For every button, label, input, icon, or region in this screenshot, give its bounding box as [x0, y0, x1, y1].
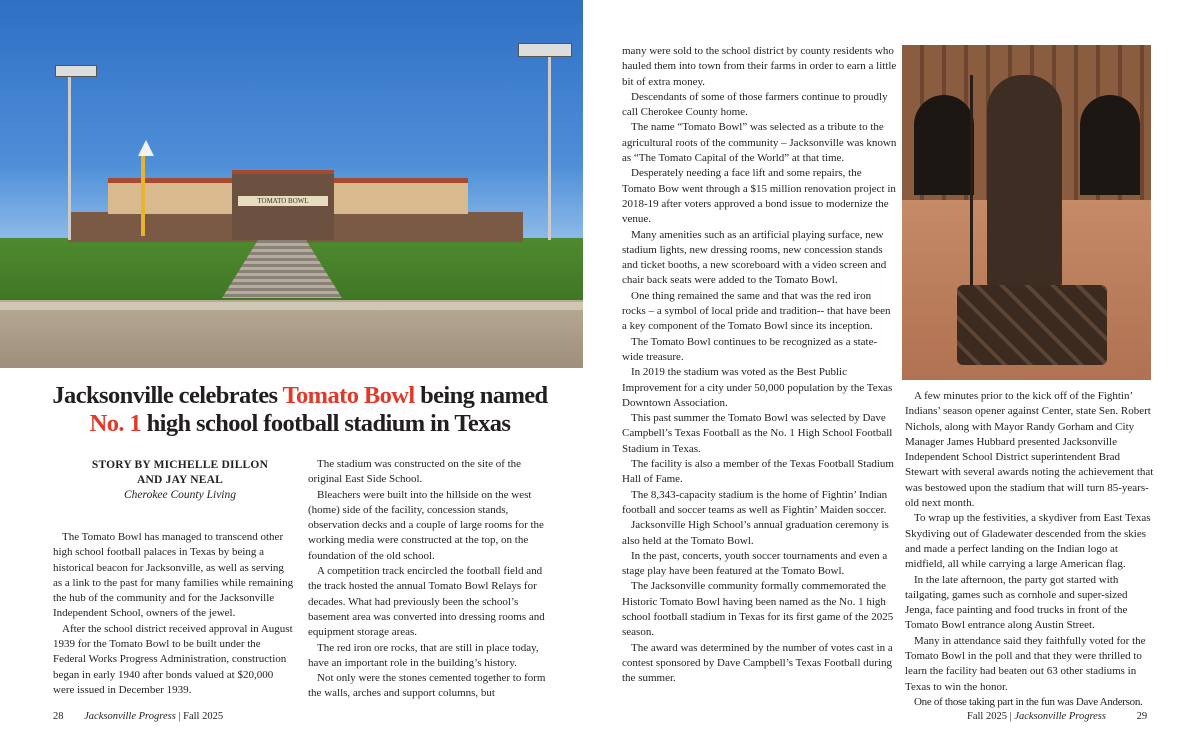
light-pole [548, 55, 551, 240]
statue [987, 75, 1062, 290]
tomato-bowl-stadium-photo [0, 0, 583, 368]
page-number: 29 [1136, 711, 1148, 722]
right-footer: Fall 2025 | Jacksonville Progress 29 [967, 711, 1148, 722]
tomato-bowl-sign: TOMATO BOWL [238, 196, 328, 206]
column-4: A few minutes prior to the kick off of the Fightin’ Indians’ season opener against Center, state Sen. Robert Nichols, along with Mayor Randy Gorham and City Manager James Hubbard presented Jacksonville Independent School District superintendent Brad Stewart with several awards noting the achievement that was bestowed upon the stadium that will turn 85-years-old next month. To wrap up the festivities, a skydiver from East Texas Skydiving out of Gladewater descended from the skies and made a perfect landing on the Indian logo at midfield, all while carrying a large American flag. In the late afternoon, the party got started with tailgating, games such as cornhole and super-sized Jenga, face painting and food trucks in front of the Tomato Bowl entrance along Austin Street. Many in attendance said they faithfully voted for the Tomato Bowl in the poll and that they were thrilled to learn the facility had beaten out 63 other stadiums in Texas to win the honor. One of those taking part in the fun was Dave Anderson. [905, 390, 1154, 708]
indian-statue-photo [902, 45, 1151, 380]
road [0, 300, 583, 368]
column-3: many were sold to the school district by county residents who hauled them into town from their farms in order to earn a little bit of extra money. Descendants of some of those farmers continue to proudly call Cherokee County home. The name “Tomato Bowl” was selected as a tribute to the agricultural roots of the community – Jacksonville was known as “The Tomato Capital of the World” at that time. Desperately needing a face lift and some repairs, the Tomato Bow went through a $15 million renovation project in 2018-19 after voters approved a bond issue to modernize the venue. Many amenities such as an artificial playing surface, new stadium lights, new dressing rooms, new concession stands and ticket booths, a new scoreboard with a video screen and chair back seats were added to the Tomato Bowl. One thing remained the same and that was the red iron rocks – a symbol of local pride and tradition-- that have been a key component of the Tomato Bowl since its inception. The Tomato Bowl continues to be recognized as a state-wide treasure. In 2019 the stadium was voted as the Best Public Improvement for a city under 50,000 population by the Texas Downtown Association. This past summer the Tomato Bowl was selected by Dave Campbell’s Texas Football as the No. 1 High School Football Stadium in Texas. The facility is also a member of the Texas Football Stadium Hall of Fame. The 8,343-capacity stadium is the home of Fightin’ Indian football and soccer teams as well as Fightin’ Maiden soccer. Jacksonville High School’s annual graduation ceremony is also held at the Tomato Bowl. In the past, concerts, youth soccer tournaments and even a stage play have been featured at the Tomato Bowl. The Jacksonville community formally commemorated the Historic Tomato Bowl having been named as the No. 1 high school football stadium in Texas for its first game of the 2025 season. The award was determined by the number of votes cast in a contest sponsored by Dave Campbell’s Texas Football during the summer. [622, 45, 897, 685]
stone-base [957, 285, 1107, 365]
column-2: The stadium was constructed on the site of the original East Side School. Bleachers were built into the hillside on the west (home) side of the facility, concession stands, observation decks and a couple of large rooms for the working media were constructed at the top, on the foundation of the old school. A competition track encircled the football field and the track hosted the annual Tomato Bowl Relays for decades. What had previously been the school’s basement area was converted into dressing rooms and equipment storage areas. The red iron ore rocks, that are still in place today, have an important role in the building’s history. Not only were the stones cemented together to form the walls, arches and support columns, but [308, 458, 546, 700]
source: Cherokee County Living [124, 489, 236, 501]
byline: STORY BY MICHELLE DILLON AND JAY NEAL Cherokee County Living [91, 459, 269, 501]
article-headline: Jacksonville celebrates Tomato Bowl being named No. 1 high school football stadium in Texas [52, 382, 548, 437]
column-1: The Tomato Bowl has managed to transcend other high school football palaces in Texas by being a historical beacon for Jacksonville, as well as serving as a link to the past for many families while remaining the hub of the community and for the Jacksonville Independent School, owners of the jewel. After the school district received approval in August 1939 for the Tomato Bowl to be built under the Federal Works Progress Administration, construction began in early 1940 after bonds valued at $20,000 were issued in December 1939. [53, 531, 294, 696]
left-footer: 28 Jacksonville Progress | Fall 2025 [53, 711, 224, 722]
light-pole [68, 70, 71, 240]
page-number: 28 [53, 711, 64, 722]
spear [970, 75, 973, 285]
